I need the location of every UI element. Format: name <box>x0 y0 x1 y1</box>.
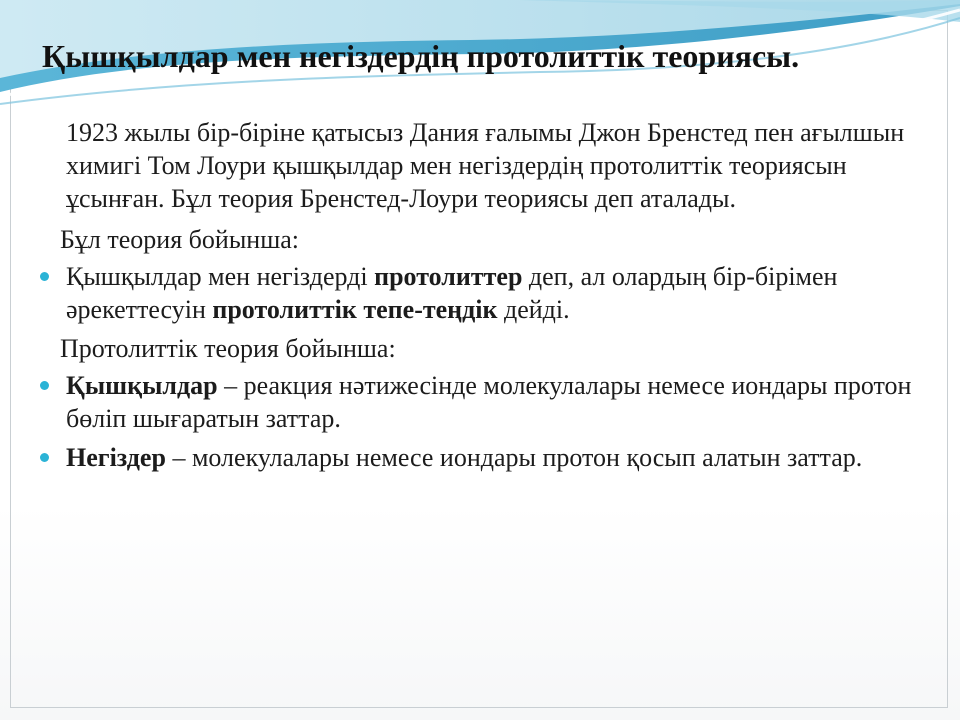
bullet-dot-icon <box>40 272 49 281</box>
bullet-acids <box>38 369 918 435</box>
slide-body <box>38 116 918 480</box>
bullet-text: – реакция нәтижесінде молекулалары немесе иондары протон бөліп шығаратын заттар. <box>66 371 912 433</box>
section-heading-theory: Бұл теория бойынша: <box>60 225 299 254</box>
section-heading-protolytic: Протолиттік теория бойынша: <box>60 334 396 363</box>
bullet-bold-term: протолиттік тепе-теңдік <box>212 295 498 324</box>
bullet-dot-icon <box>40 381 49 390</box>
bullet-bold-term: протолиттер <box>374 262 523 291</box>
bullet-text: дейді. <box>497 295 570 324</box>
slide-title: Қышқылдар мен негіздердің протолиттік теориясы. <box>42 38 800 74</box>
bullet-bases <box>38 441 918 474</box>
bullet-text: деп, ал олардың бір-бірімен әрекеттесуін <box>66 262 838 324</box>
intro-paragraph: 1923 жылы бір-біріне қатысыз Дания ғалымы Джон Бренстед пен ағылшын химигі Том Лоури қышқылдар мен негіздердің протолиттік теориясын ұсынған. Бұл теория Бренстед-Лоури теориясы деп аталады. <box>66 118 905 213</box>
bullet-bold-term: Қышқылдар <box>66 371 218 400</box>
bullet-text: Қышқылдар мен негіздерді <box>66 262 375 291</box>
bullet-dot-icon <box>40 453 49 462</box>
bullet-protolytes <box>38 260 918 326</box>
bullet-bold-term: Негіздер <box>66 443 166 472</box>
bullet-text: – молекулалары немесе иондары протон қосып алатын заттар. <box>165 443 863 472</box>
